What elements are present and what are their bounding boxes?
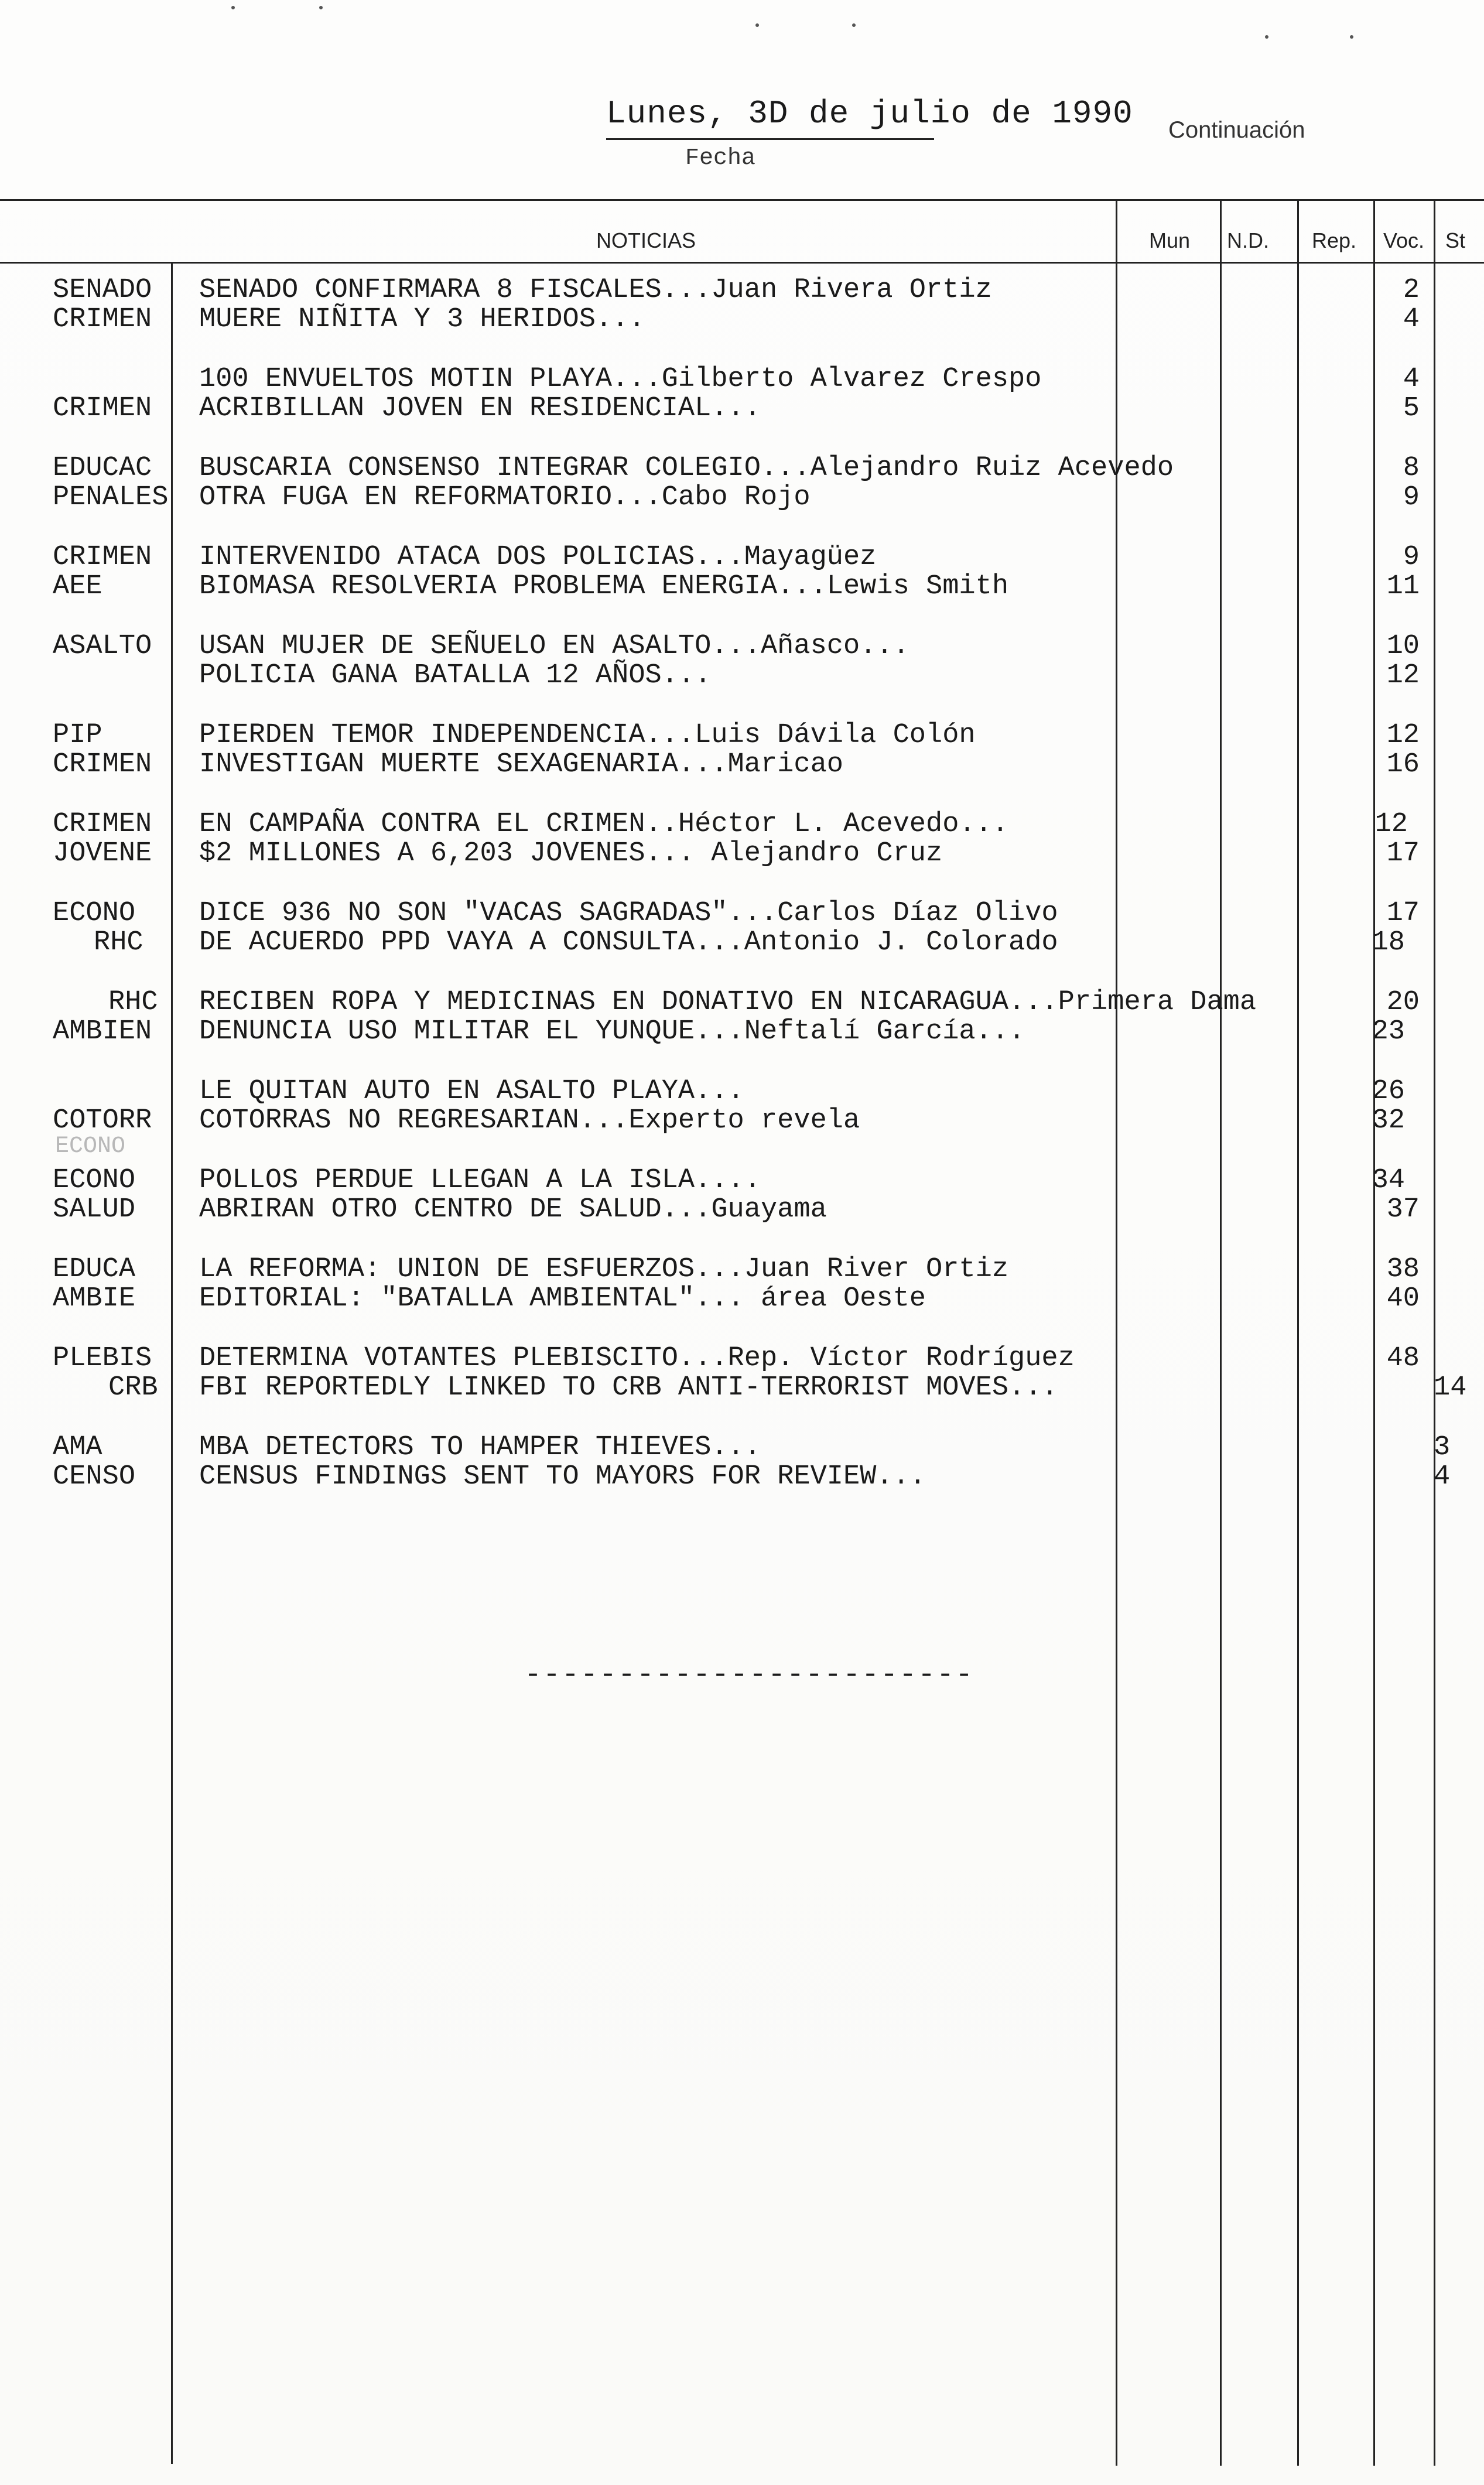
table-row <box>0 1076 1484 1107</box>
section-code: CRIMEN <box>53 809 152 840</box>
voc-page-number: 23 <box>1372 1016 1405 1047</box>
column-header-noticias: NOTICIAS <box>596 228 696 252</box>
table-row <box>0 453 1484 484</box>
section-code: EDUCA <box>53 1254 136 1285</box>
table-row <box>0 1284 1484 1314</box>
scan-speck <box>1350 35 1353 39</box>
column-header-mun: Mun <box>1149 228 1191 252</box>
news-headline: MBA DETECTORS TO HAMPER THIEVES... <box>199 1432 761 1463</box>
news-headline: POLLOS PERDUE LLEGAN A LA ISLA.... <box>199 1165 761 1196</box>
scan-speck <box>852 23 856 27</box>
news-headline: BIOMASA RESOLVERIA PROBLEMA ENERGIA...Lewis Smith <box>199 571 1009 602</box>
section-code: CRIMEN <box>53 749 152 780</box>
section-code: RHC <box>94 927 143 958</box>
section-code: PLEBIS <box>53 1343 152 1374</box>
date-value: Lunes, 3D de julio de 1990 <box>606 95 1133 132</box>
news-headline: ACRIBILLAN JOVEN EN RESIDENCIAL... <box>199 393 761 424</box>
voc-page-number: 10 <box>1386 631 1420 662</box>
news-headline: COTORRAS NO REGRESARIAN...Experto revela <box>199 1105 860 1136</box>
section-code: JOVENE <box>53 838 152 869</box>
voc-page-number: 2 <box>1403 275 1420 306</box>
voc-page-number: 32 <box>1372 1105 1405 1136</box>
st-page-number: 14 <box>1434 1372 1467 1403</box>
table-row <box>0 572 1484 602</box>
section-code: AMBIEN <box>53 1016 152 1047</box>
voc-page-number: 11 <box>1386 571 1420 602</box>
voc-page-number: 34 <box>1372 1165 1405 1196</box>
news-headline: INVESTIGAN MUERTE SEXAGENARIA...Maricao <box>199 749 843 780</box>
nd-divider <box>1220 199 1222 2466</box>
table-row <box>0 839 1484 869</box>
news-headline: DENUNCIA USO MILITAR EL YUNQUE...Neftalí García... <box>199 1016 1025 1047</box>
voc-page-number: 12 <box>1386 660 1420 691</box>
end-separator: ------------------------ <box>524 1659 974 1692</box>
news-headline: OTRA FUGA EN REFORMATORIO...Cabo Rojo <box>199 482 811 513</box>
column-header-rep: Rep. <box>1312 228 1357 252</box>
section-code: ECONO <box>53 898 136 929</box>
section-code: CRIMEN <box>53 304 152 335</box>
table-row <box>0 1106 1484 1136</box>
news-headline: EN CAMPAÑA CONTRA EL CRIMEN..Héctor L. Acevedo... <box>199 809 1009 840</box>
table-row <box>0 305 1484 335</box>
date-caption: Fecha <box>685 145 756 172</box>
table-header-rule <box>0 262 1484 264</box>
table-row <box>0 1344 1484 1374</box>
news-headline: LE QUITAN AUTO EN ASALTO PLAYA... <box>199 1076 744 1107</box>
table-row <box>0 631 1484 662</box>
section-code: PENALES <box>53 482 169 513</box>
section-code: CENSO <box>53 1461 136 1492</box>
column-header-nd: N.D. <box>1227 228 1269 252</box>
column-header-voc: Voc. <box>1383 228 1425 252</box>
news-headline: DE ACUERDO PPD VAYA A CONSULTA...Antonio J. Colorado <box>199 927 1058 958</box>
table-row <box>0 1165 1484 1196</box>
table-row <box>0 1462 1484 1492</box>
table-row <box>0 661 1484 691</box>
news-headline: SENADO CONFIRMARA 8 FISCALES...Juan Rivera Ortiz <box>199 275 992 306</box>
section-code: AMBIE <box>53 1283 136 1314</box>
scan-speck <box>755 23 759 27</box>
table-row <box>0 928 1484 958</box>
table-row <box>0 483 1484 513</box>
rep-divider <box>1297 199 1299 2466</box>
news-headline: POLICIA GANA BATALLA 12 AÑOS... <box>199 660 712 691</box>
column-header-st: St <box>1445 228 1466 252</box>
news-headline: INTERVENIDO ATACA DOS POLICIAS...Mayagüez <box>199 542 877 573</box>
news-headline: ABRIRAN OTRO CENTRO DE SALUD...Guayama <box>199 1194 827 1225</box>
table-row <box>0 1255 1484 1285</box>
section-code: EDUCAC <box>53 453 152 484</box>
section-code: CRB <box>108 1372 158 1403</box>
table-row <box>0 987 1484 1018</box>
st-page-number: 3 <box>1434 1432 1451 1463</box>
mun-divider <box>1116 199 1117 2466</box>
voc-page-number: 26 <box>1372 1076 1405 1107</box>
voc-page-number: 38 <box>1386 1254 1420 1285</box>
table-row <box>0 1017 1484 1047</box>
voc-page-number: 16 <box>1386 749 1420 780</box>
table-row <box>0 1373 1484 1403</box>
section-code: CRIMEN <box>53 542 152 573</box>
table-row <box>0 809 1484 840</box>
table-row <box>0 898 1484 929</box>
news-headline: DICE 936 NO SON "VACAS SAGRADAS"...Carlos Díaz Olivo <box>199 898 1058 929</box>
section-code: PIP <box>53 720 102 751</box>
voc-page-number: 18 <box>1372 927 1405 958</box>
news-headline: DETERMINA VOTANTES PLEBISCITO...Rep. Víctor Rodríguez <box>199 1343 1075 1374</box>
news-headline: LA REFORMA: UNION DE ESFUERZOS...Juan River Ortiz <box>199 1254 1009 1285</box>
voc-page-number: 8 <box>1403 453 1420 484</box>
table-row <box>0 1433 1484 1463</box>
table-row <box>0 394 1484 424</box>
section-code: SALUD <box>53 1194 136 1225</box>
voc-page-number: 48 <box>1386 1343 1420 1374</box>
news-headline: FBI REPORTEDLY LINKED TO CRB ANTI-TERRORIST MOVES... <box>199 1372 1058 1403</box>
voc-page-number: 4 <box>1403 304 1420 335</box>
section-code: CRIMEN <box>53 393 152 424</box>
table-row <box>0 275 1484 306</box>
voc-page-number: 40 <box>1386 1283 1420 1314</box>
scan-speck <box>1265 35 1268 39</box>
continuation-label: Continuación <box>1168 117 1305 143</box>
table-row <box>0 542 1484 573</box>
news-headline: CENSUS FINDINGS SENT TO MAYORS FOR REVIEW... <box>199 1461 926 1492</box>
news-headline: BUSCARIA CONSENSO INTEGRAR COLEGIO...Alejandro Ruiz Acevedo <box>199 453 1174 484</box>
news-headline: USAN MUJER DE SEÑUELO EN ASALTO...Añasco... <box>199 631 909 662</box>
faint-strikethrough-mark: ECONO <box>55 1133 126 1160</box>
scan-speck <box>319 6 323 9</box>
table-top-rule <box>0 199 1484 201</box>
date-underline <box>606 138 934 140</box>
section-code: AMA <box>53 1432 102 1463</box>
voc-page-number: 20 <box>1386 987 1420 1018</box>
scan-speck <box>231 6 235 9</box>
news-headline: EDITORIAL: "BATALLA AMBIENTAL"... área Oeste <box>199 1283 926 1314</box>
section-code: SENADO <box>53 275 152 306</box>
voc-page-number: 9 <box>1403 482 1420 513</box>
section-code: COTORR <box>53 1105 152 1136</box>
voc-page-number: 37 <box>1386 1194 1420 1225</box>
voc-page-number: 12 <box>1374 809 1408 840</box>
table-row <box>0 720 1484 751</box>
news-headline: 100 ENVUELTOS MOTIN PLAYA...Gilberto Alvarez Crespo <box>199 364 1042 395</box>
news-headline: MUERE NIÑITA Y 3 HERIDOS... <box>199 304 645 335</box>
voc-divider <box>1373 199 1375 2466</box>
news-headline: PIERDEN TEMOR INDEPENDENCIA...Luis Dávila Colón <box>199 720 976 751</box>
section-code: ASALTO <box>53 631 152 662</box>
voc-page-number: 12 <box>1386 720 1420 751</box>
table-row <box>0 1195 1484 1225</box>
news-headline: RECIBEN ROPA Y MEDICINAS EN DONATIVO EN NICARAGUA...Primera Dama <box>199 987 1257 1018</box>
section-code: ECONO <box>53 1165 136 1196</box>
news-headline: $2 MILLONES A 6,203 JOVENES... Alejandro Cruz <box>199 838 943 869</box>
voc-page-number: 17 <box>1386 838 1420 869</box>
section-code: RHC <box>108 987 158 1018</box>
voc-page-number: 9 <box>1403 542 1420 573</box>
section-code: AEE <box>53 571 102 602</box>
table-row <box>0 364 1484 395</box>
st-page-number: 4 <box>1434 1461 1451 1492</box>
voc-page-number: 17 <box>1386 898 1420 929</box>
st-divider <box>1434 199 1435 2466</box>
voc-page-number: 5 <box>1403 393 1420 424</box>
voc-page-number: 4 <box>1403 364 1420 395</box>
table-row <box>0 750 1484 780</box>
